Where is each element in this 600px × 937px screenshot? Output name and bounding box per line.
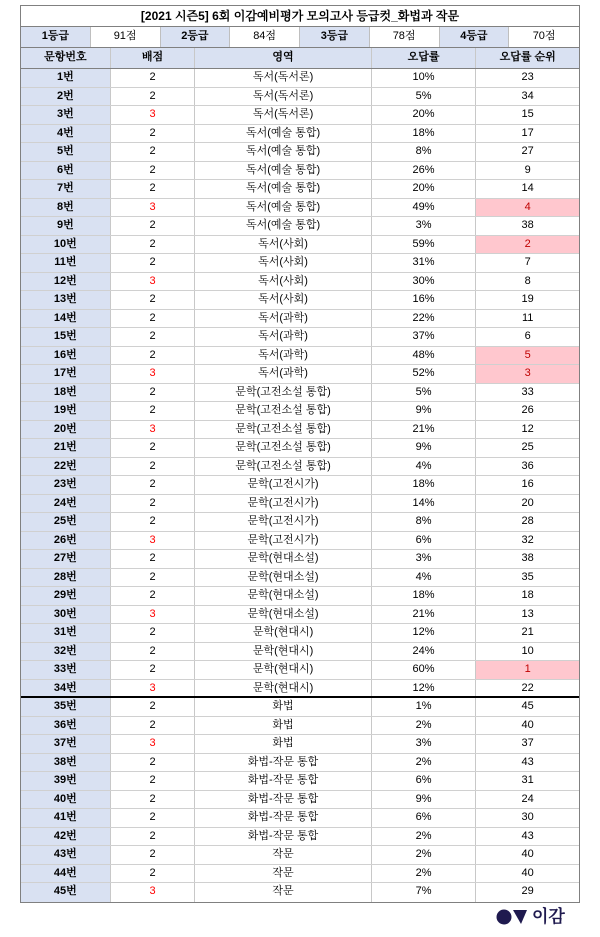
question-number-cell: 12번 [21, 273, 111, 291]
points-cell: 3 [111, 735, 196, 753]
error-rank-cell: 28 [521, 515, 534, 527]
error-rank-cell: 40 [521, 848, 534, 860]
error-rate-cell: 24% [372, 643, 477, 661]
grade-4-label: 4등급 [440, 27, 510, 47]
error-rank-cell: 31 [521, 774, 534, 786]
area-cell: 문학(현대시) [195, 680, 371, 697]
error-rank-cell: 2 [476, 236, 579, 254]
column-header-question-number: 문항번호 [21, 48, 111, 68]
table-row [21, 624, 579, 643]
error-rank-cell: 36 [521, 459, 534, 472]
points-cell: 3 [111, 106, 196, 124]
points-cell: 2 [111, 88, 196, 106]
question-number-cell: 30번 [21, 606, 111, 624]
table-row [21, 809, 579, 828]
question-number-cell: 10번 [21, 236, 111, 254]
error-rank-cell: 17 [521, 126, 534, 139]
points-cell: 2 [111, 828, 196, 846]
igam-logo [496, 905, 565, 929]
points-cell: 2 [111, 328, 196, 346]
area-cell: 독서(과학) [195, 328, 371, 346]
points-cell: 3 [111, 273, 196, 291]
error-rate-cell: 1% [372, 698, 477, 716]
error-rate-cell: 6% [372, 772, 477, 790]
points-cell: 2 [111, 162, 196, 180]
question-number-cell: 25번 [21, 513, 111, 531]
error-rank-cell: 19 [521, 293, 534, 305]
area-cell: 화법 [195, 735, 371, 753]
area-cell: 작문 [195, 846, 371, 864]
table-row [21, 606, 579, 625]
points-cell: 2 [111, 717, 196, 735]
points-cell: 2 [111, 236, 196, 254]
table-row [21, 69, 579, 88]
error-rate-cell: 10% [372, 69, 477, 87]
error-rank-cell: 5 [476, 347, 579, 365]
column-header-error-rate: 오답률 [372, 48, 477, 68]
area-cell: 문학(고전소설 통합) [195, 458, 371, 476]
column-header-area: 영역 [195, 48, 371, 68]
error-rate-cell: 52% [372, 365, 477, 383]
area-cell: 독서(과학) [195, 347, 371, 365]
area-cell: 독서(예술 통합) [195, 143, 371, 161]
table-row [21, 162, 579, 181]
area-cell: 문학(고전시가) [195, 513, 371, 531]
grade-4-cut-score: 70점 [532, 30, 556, 42]
area-cell: 독서(독서론) [195, 69, 371, 87]
points-cell: 2 [111, 550, 196, 568]
question-number-cell: 43번 [21, 846, 111, 864]
error-rank-cell: 22 [521, 681, 534, 694]
error-rank-cell: 18 [521, 589, 534, 601]
error-rate-cell: 18% [372, 587, 477, 605]
table-row [21, 680, 579, 699]
table-row [21, 143, 579, 162]
column-header-points: 배점 [111, 48, 196, 68]
table-row [21, 365, 579, 384]
area-cell: 독서(과학) [195, 310, 371, 328]
points-cell: 2 [111, 310, 196, 328]
area-cell: 작문 [195, 865, 371, 883]
points-cell: 2 [111, 217, 196, 235]
points-cell: 2 [111, 791, 196, 809]
error-rate-cell: 9% [372, 402, 477, 420]
question-number-cell: 40번 [21, 791, 111, 809]
error-rate-cell: 3% [372, 735, 477, 753]
points-cell: 2 [111, 772, 196, 790]
error-rate-cell: 16% [372, 291, 477, 309]
area-cell: 화법 [195, 698, 371, 716]
area-cell: 화법-작문 통합 [195, 828, 371, 846]
grade-cut-sheet [20, 5, 580, 903]
grade-3-cut-score: 78점 [370, 27, 440, 47]
question-number-cell: 29번 [21, 587, 111, 605]
error-rank-cell: 9 [524, 163, 531, 176]
table-row [21, 291, 579, 310]
error-rank-cell: 38 [521, 219, 534, 231]
question-number-cell: 24번 [21, 495, 111, 513]
table-row [21, 828, 579, 847]
table-body [20, 69, 580, 903]
error-rank-cell: 30 [521, 811, 534, 823]
points-cell: 2 [111, 865, 196, 883]
error-rank-cell: 38 [521, 552, 534, 564]
points-cell: 2 [111, 846, 196, 864]
error-rate-cell: 2% [372, 846, 477, 864]
error-rank-cell: 45 [521, 700, 534, 712]
table-row [21, 698, 579, 717]
area-cell: 독서(예술 통합) [195, 162, 371, 180]
question-number-cell: 28번 [21, 569, 111, 587]
table-row [21, 384, 579, 403]
points-cell: 2 [111, 476, 196, 494]
points-cell: 2 [111, 254, 196, 272]
points-cell: 2 [111, 347, 196, 365]
area-cell: 독서(예술 통합) [195, 125, 371, 143]
area-cell: 독서(사회) [195, 291, 371, 309]
error-rank-cell: 34 [521, 89, 534, 102]
error-rate-cell: 2% [372, 754, 477, 772]
question-number-cell: 1번 [21, 69, 111, 87]
question-number-cell: 31번 [21, 624, 111, 642]
table-row [21, 310, 579, 329]
table-row [21, 476, 579, 495]
error-rank-cell: 33 [521, 385, 534, 398]
question-number-cell: 35번 [21, 698, 111, 716]
table-row [21, 273, 579, 292]
error-rate-cell: 3% [372, 217, 477, 235]
points-cell: 2 [111, 291, 196, 309]
area-cell: 화법-작문 통합 [195, 809, 371, 827]
question-number-cell: 15번 [21, 328, 111, 346]
error-rate-cell: 18% [372, 476, 477, 494]
error-rate-cell: 14% [372, 495, 477, 513]
error-rank-cell: 27 [521, 145, 534, 157]
question-number-cell: 33번 [21, 661, 111, 679]
error-rank-cell: 21 [521, 626, 534, 638]
question-number-cell: 37번 [21, 735, 111, 753]
error-rate-cell: 12% [372, 624, 477, 642]
area-cell: 문학(현대소설) [195, 550, 371, 568]
question-number-cell: 4번 [21, 125, 111, 143]
error-rank-cell: 24 [521, 792, 534, 805]
error-rate-cell: 20% [372, 106, 477, 124]
question-number-cell: 34번 [21, 680, 111, 697]
points-cell: 3 [111, 680, 196, 697]
error-rate-cell: 9% [372, 439, 477, 457]
error-rank-cell: 7 [524, 256, 531, 268]
question-number-cell: 18번 [21, 384, 111, 402]
question-number-cell: 14번 [21, 310, 111, 328]
error-rate-cell: 37% [372, 328, 477, 346]
error-rank-cell: 8 [524, 274, 531, 287]
area-cell: 문학(고전시가) [195, 495, 371, 513]
error-rank-cell: 6 [524, 330, 531, 342]
grade-2-cut-score: 84점 [230, 27, 300, 47]
question-number-cell: 39번 [21, 772, 111, 790]
points-cell: 2 [111, 143, 196, 161]
table-row [21, 328, 579, 347]
question-number-cell: 3번 [21, 106, 111, 124]
error-rank-cell: 37 [521, 737, 534, 749]
error-rank-cell: 29 [521, 885, 534, 897]
points-cell: 2 [111, 624, 196, 642]
table-row [21, 661, 579, 680]
logo-text: 이감 [532, 907, 565, 926]
error-rate-cell: 30% [372, 273, 477, 291]
area-cell: 독서(사회) [195, 254, 371, 272]
table-row [21, 458, 579, 477]
error-rank-cell: 40 [521, 718, 534, 731]
error-rate-cell: 4% [372, 569, 477, 587]
area-cell: 문학(현대시) [195, 643, 371, 661]
question-number-cell: 13번 [21, 291, 111, 309]
error-rank-cell: 20 [521, 496, 534, 509]
error-rate-cell: 21% [372, 421, 477, 439]
points-cell: 2 [111, 402, 196, 420]
error-rate-cell: 18% [372, 125, 477, 143]
points-cell: 2 [111, 569, 196, 587]
error-rate-cell: 31% [372, 254, 477, 272]
area-cell: 문학(현대시) [195, 661, 371, 679]
error-rate-cell: 5% [372, 384, 477, 402]
area-cell: 독서(예술 통합) [195, 199, 371, 217]
area-cell: 문학(고전시가) [195, 476, 371, 494]
area-cell: 독서(예술 통합) [195, 217, 371, 235]
question-number-cell: 27번 [21, 550, 111, 568]
error-rate-cell: 12% [372, 680, 477, 697]
question-number-cell: 6번 [21, 162, 111, 180]
points-cell: 2 [111, 587, 196, 605]
area-cell: 독서(과학) [195, 365, 371, 383]
table-row [21, 865, 579, 884]
sheet-title: [2021 시즌5] 6회 이감예비평가 모의고사 등급컷_화법과 작문 [20, 5, 580, 27]
points-cell: 3 [111, 532, 196, 550]
error-rate-cell: 2% [372, 828, 477, 846]
points-cell: 2 [111, 458, 196, 476]
error-rate-cell: 3% [372, 550, 477, 568]
points-cell: 2 [111, 809, 196, 827]
points-cell: 2 [111, 754, 196, 772]
error-rank-cell: 25 [521, 441, 534, 453]
error-rank-cell: 10 [521, 644, 534, 657]
error-rate-cell: 7% [372, 883, 477, 902]
table-row [21, 254, 579, 273]
error-rank-cell: 40 [521, 866, 534, 879]
error-rank-cell: 3 [476, 365, 579, 383]
error-rank-cell: 26 [521, 404, 534, 416]
table-row [21, 125, 579, 144]
error-rate-cell: 6% [372, 809, 477, 827]
error-rank-cell: 35 [521, 570, 534, 583]
question-number-cell: 2번 [21, 88, 111, 106]
table-row [21, 217, 579, 236]
grade-1-cut-score: 91점 [91, 27, 161, 47]
error-rate-cell: 48% [372, 347, 477, 365]
error-rate-cell: 59% [372, 236, 477, 254]
area-cell: 문학(고전소설 통합) [195, 421, 371, 439]
error-rate-cell: 26% [372, 162, 477, 180]
error-rate-cell: 49% [372, 199, 477, 217]
grade-cut-row [20, 27, 580, 48]
question-number-cell: 38번 [21, 754, 111, 772]
table-row [21, 587, 579, 606]
area-cell: 문학(현대소설) [195, 606, 371, 624]
error-rate-cell: 5% [372, 88, 477, 106]
question-number-cell: 32번 [21, 643, 111, 661]
column-header-error-rank: 오답률 순위 [499, 51, 556, 63]
area-cell: 독서(독서론) [195, 88, 371, 106]
error-rank-cell: 13 [521, 607, 534, 620]
grade-1-label: 1등급 [21, 27, 91, 47]
question-number-cell: 45번 [21, 883, 111, 902]
error-rate-cell: 22% [372, 310, 477, 328]
error-rate-cell: 8% [372, 513, 477, 531]
area-cell: 작문 [195, 883, 371, 902]
grade-3-label: 3등급 [300, 27, 370, 47]
table-row [21, 88, 579, 107]
error-rank-cell: 11 [521, 311, 534, 324]
points-cell: 2 [111, 180, 196, 198]
error-rate-cell: 8% [372, 143, 477, 161]
error-rate-cell: 9% [372, 791, 477, 809]
table-row [21, 439, 579, 458]
error-rank-cell: 43 [521, 829, 534, 842]
question-number-cell: 22번 [21, 458, 111, 476]
error-rank-cell: 12 [521, 422, 534, 435]
points-cell: 3 [111, 365, 196, 383]
table-row [21, 643, 579, 662]
table-row [21, 754, 579, 773]
question-number-cell: 5번 [21, 143, 111, 161]
error-rank-cell: 16 [521, 478, 534, 490]
question-number-cell: 26번 [21, 532, 111, 550]
area-cell: 화법-작문 통합 [195, 791, 371, 809]
table-row [21, 846, 579, 865]
points-cell: 2 [111, 513, 196, 531]
error-rate-cell: 2% [372, 865, 477, 883]
points-cell: 3 [111, 421, 196, 439]
table-row [21, 347, 579, 366]
area-cell: 문학(고전시가) [195, 532, 371, 550]
table-row [21, 883, 579, 902]
table-row [21, 421, 579, 440]
question-number-cell: 7번 [21, 180, 111, 198]
points-cell: 3 [111, 199, 196, 217]
question-number-cell: 42번 [21, 828, 111, 846]
points-cell: 3 [111, 883, 196, 902]
error-rank-cell: 43 [521, 755, 534, 768]
table-row [21, 495, 579, 514]
area-cell: 화법-작문 통합 [195, 772, 371, 790]
question-number-cell: 17번 [21, 365, 111, 383]
points-cell: 2 [111, 495, 196, 513]
area-cell: 문학(고전소설 통합) [195, 384, 371, 402]
question-number-cell: 8번 [21, 199, 111, 217]
points-cell: 2 [111, 439, 196, 457]
table-row [21, 717, 579, 736]
question-number-cell: 36번 [21, 717, 111, 735]
question-number-cell: 9번 [21, 217, 111, 235]
table-row [21, 569, 579, 588]
question-number-cell: 20번 [21, 421, 111, 439]
question-number-cell: 21번 [21, 439, 111, 457]
table-row [21, 106, 579, 125]
points-cell: 2 [111, 125, 196, 143]
error-rank-cell: 15 [521, 108, 534, 120]
question-number-cell: 19번 [21, 402, 111, 420]
area-cell: 화법-작문 통합 [195, 754, 371, 772]
table-row [21, 735, 579, 754]
table-row [21, 402, 579, 421]
area-cell: 문학(현대소설) [195, 569, 371, 587]
error-rate-cell: 6% [372, 532, 477, 550]
points-cell: 2 [111, 69, 196, 87]
question-number-cell: 11번 [21, 254, 111, 272]
area-cell: 문학(고전소설 통합) [195, 439, 371, 457]
error-rank-cell: 23 [521, 71, 534, 83]
points-cell: 2 [111, 643, 196, 661]
error-rank-cell: 14 [521, 182, 534, 194]
table-row [21, 550, 579, 569]
error-rate-cell: 2% [372, 717, 477, 735]
error-rate-cell: 60% [372, 661, 477, 679]
area-cell: 독서(예술 통합) [195, 180, 371, 198]
error-rank-cell: 1 [476, 661, 579, 679]
table-row [21, 791, 579, 810]
table-header [20, 48, 580, 69]
points-cell: 2 [111, 698, 196, 716]
question-number-cell: 23번 [21, 476, 111, 494]
question-number-cell: 16번 [21, 347, 111, 365]
grade-2-label: 2등급 [161, 27, 231, 47]
table-row [21, 772, 579, 791]
area-cell: 문학(현대시) [195, 624, 371, 642]
error-rank-cell: 32 [521, 533, 534, 546]
area-cell: 독서(독서론) [195, 106, 371, 124]
table-row [21, 532, 579, 551]
igam-logo-mark-icon [496, 909, 528, 925]
error-rate-cell: 20% [372, 180, 477, 198]
error-rate-cell: 4% [372, 458, 477, 476]
points-cell: 2 [111, 384, 196, 402]
table-row [21, 513, 579, 532]
table-row [21, 180, 579, 199]
area-cell: 문학(고전소설 통합) [195, 402, 371, 420]
points-cell: 2 [111, 661, 196, 679]
area-cell: 문학(현대소설) [195, 587, 371, 605]
table-row [21, 199, 579, 218]
question-number-cell: 44번 [21, 865, 111, 883]
points-cell: 3 [111, 606, 196, 624]
area-cell: 독서(사회) [195, 236, 371, 254]
area-cell: 독서(사회) [195, 273, 371, 291]
question-number-cell: 41번 [21, 809, 111, 827]
area-cell: 화법 [195, 717, 371, 735]
error-rate-cell: 21% [372, 606, 477, 624]
error-rank-cell: 4 [476, 199, 579, 217]
table-row [21, 236, 579, 255]
